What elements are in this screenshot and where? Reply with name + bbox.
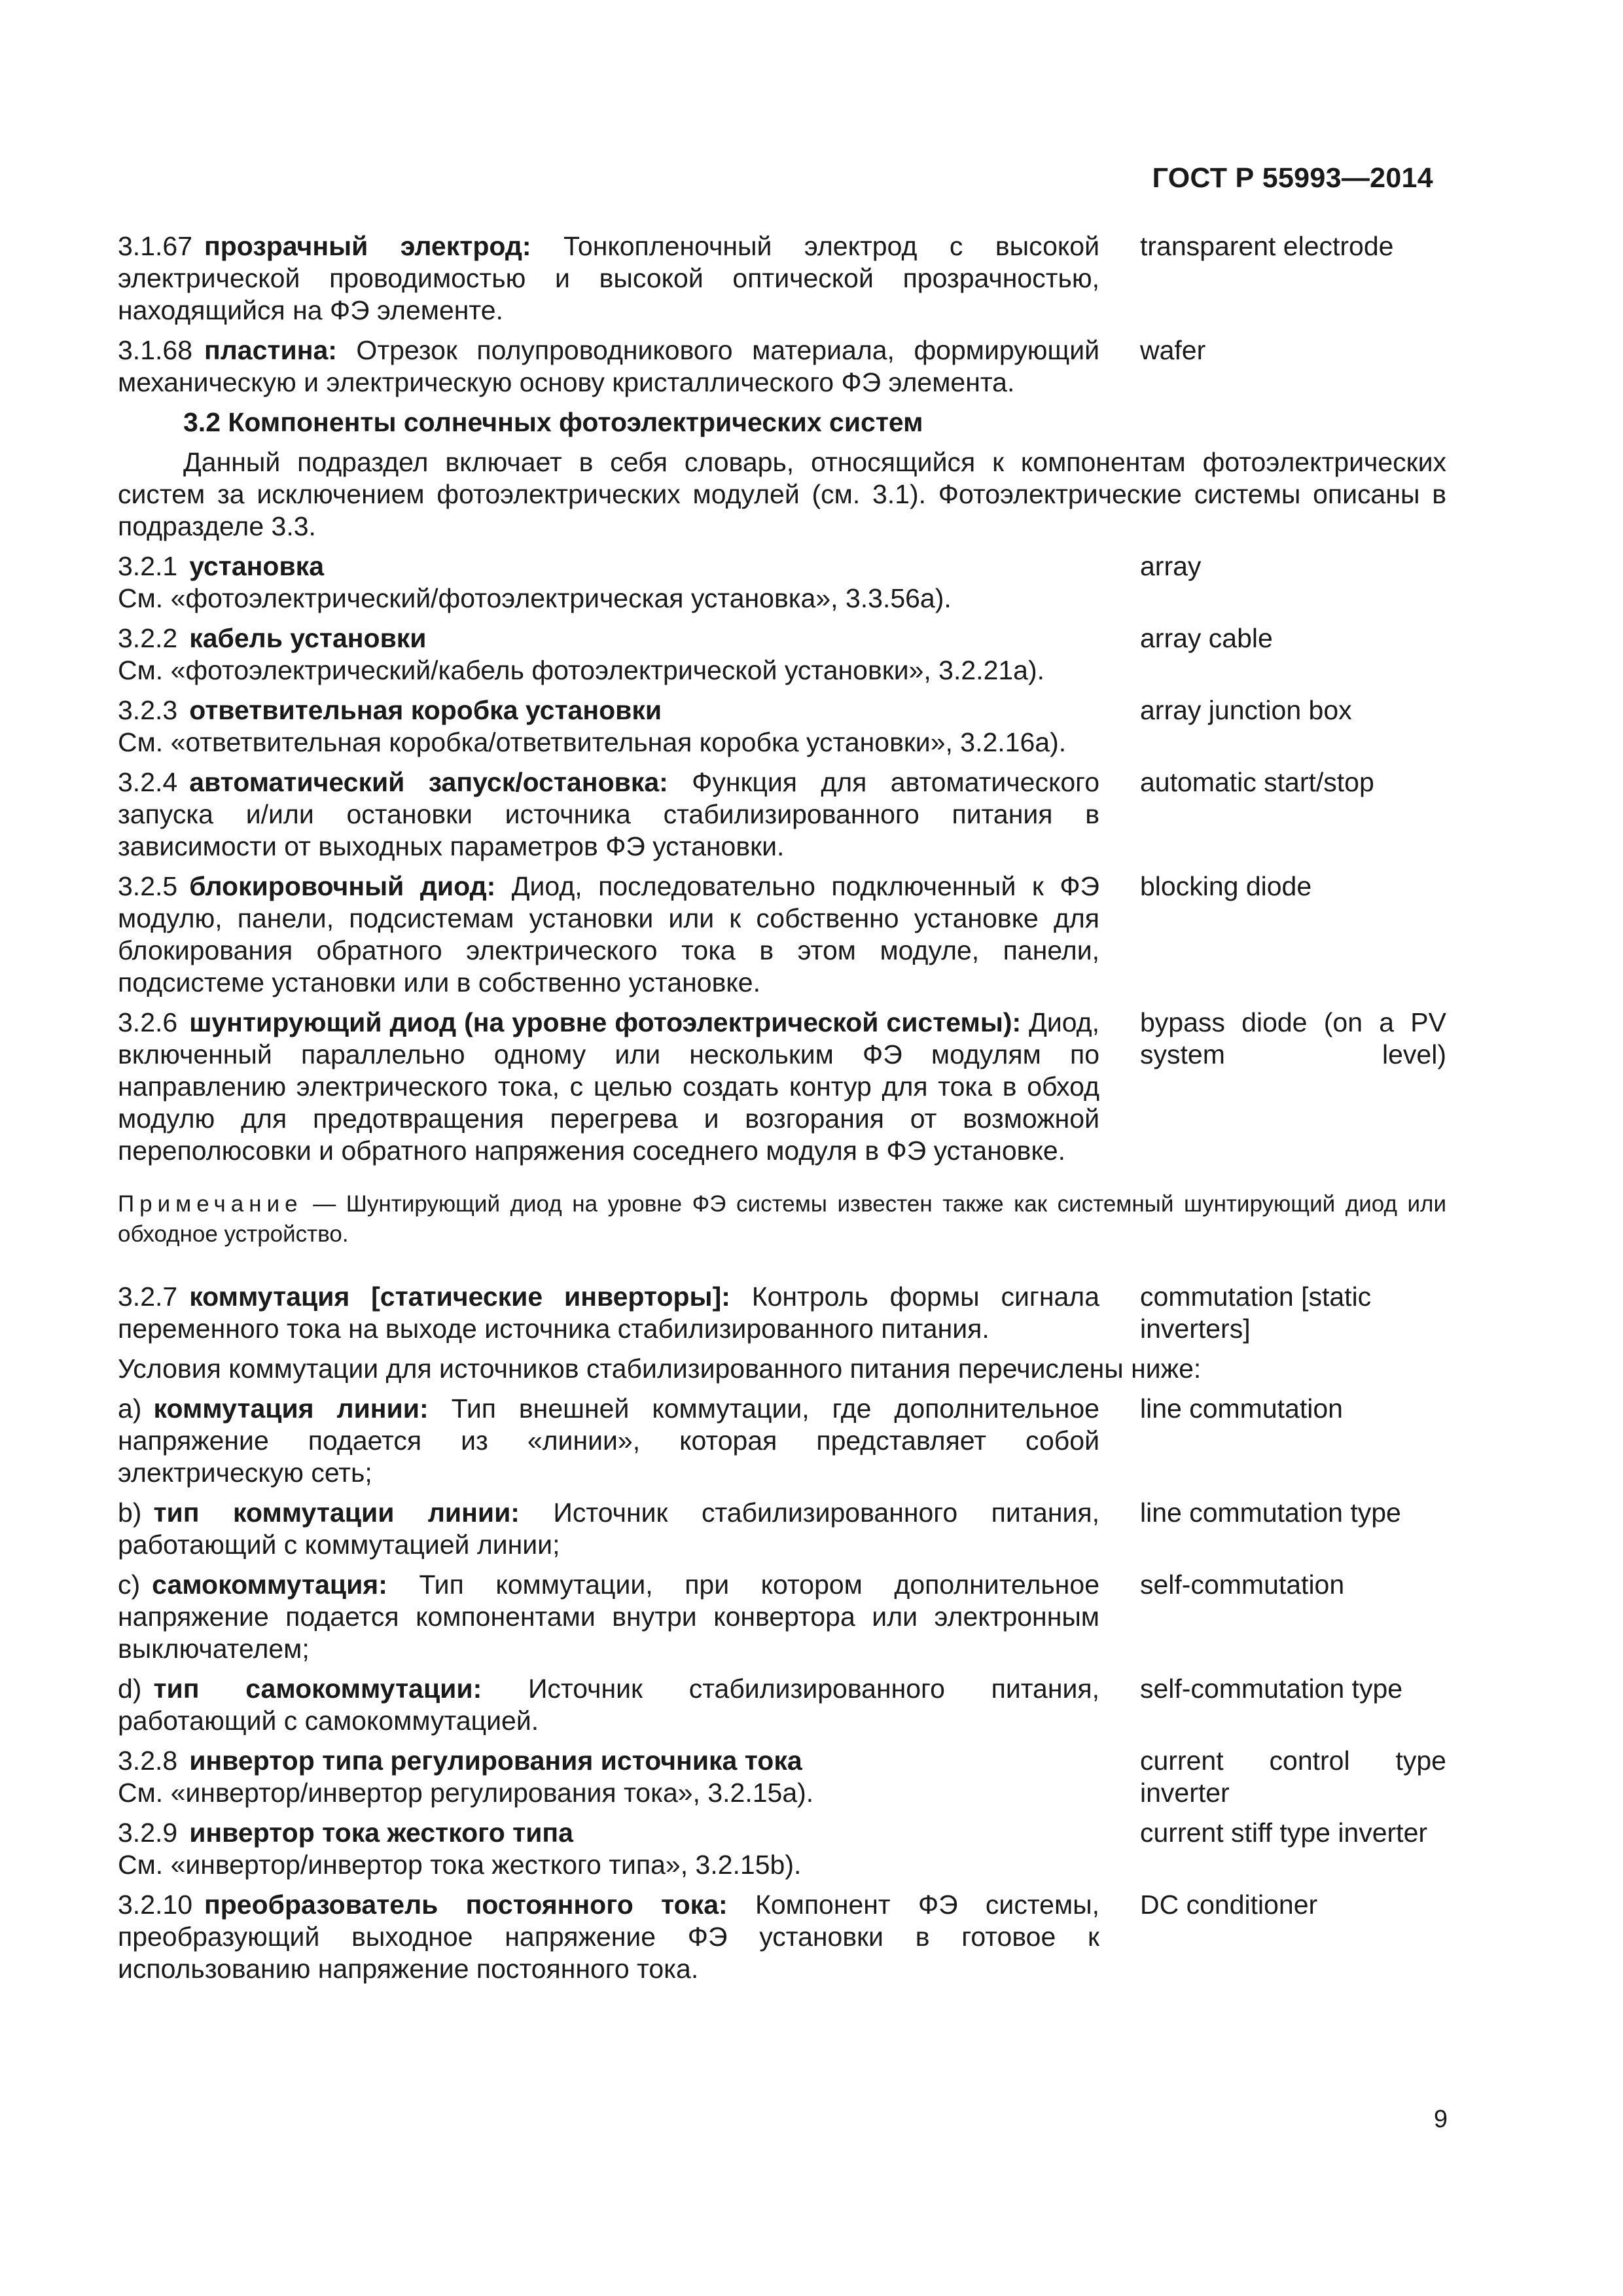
term-english: self-commutation type [1140, 1674, 1403, 1704]
term-definition [118, 1569, 1099, 1665]
term-text: Диод, последовательно подключенный к ФЭ модулю, панели, подсистемам установки или к собственно установке для блокирования обратного электрического тока в этом модуле, панели, подсистеме установки или в собственно установке. [118, 871, 1099, 997]
term-definition [118, 1817, 1099, 1881]
term-text: Тип внешней коммутации, где дополнительное напряжение подается из «линии», которая представляет собой электрическую сеть; [118, 1393, 1099, 1488]
term-name: пластина: [204, 335, 337, 365]
term-number: 3.1.67 [118, 231, 192, 261]
term-english: DC conditioner [1140, 1890, 1318, 1920]
term-number: 3.2.9 [118, 1818, 178, 1848]
term-english: commutation [static inverters] [1140, 1282, 1372, 1344]
term-number: 3.2.5 [118, 871, 178, 901]
condition-b [118, 1497, 1446, 1561]
term-definition [118, 694, 1099, 759]
term-entry-3-1-67 [118, 230, 1446, 327]
term-definition [118, 1281, 1099, 1345]
term-name: кабель установки [189, 623, 427, 653]
term-number: 3.2.4 [118, 767, 178, 797]
term-entry-3-2-6 [118, 1007, 1446, 1167]
term-definition [118, 550, 1099, 615]
term-entry-3-2-10 [118, 1889, 1446, 1985]
condition-c [118, 1569, 1446, 1665]
term-text: См. «ответвительная коробка/ответвительная коробка установки», 3.2.16а). [118, 727, 1067, 757]
term-entry-3-2-1 [118, 550, 1446, 615]
term-entry-3-1-68 [118, 334, 1446, 399]
term-name: инвертор тока жесткого типа [189, 1818, 573, 1848]
term-name: тип коммутации линии: [153, 1498, 520, 1528]
term-text: Тонкопленочный электрод с высокой электрической проводимостью и высокой оптической прозрачностью, находящийся на ФЭ элементе. [118, 231, 1100, 325]
term-number: 3.2.6 [118, 1007, 178, 1037]
term-english: line commutation type [1140, 1498, 1401, 1528]
term-entry-3-2-8 [118, 1745, 1446, 1809]
term-entry-3-2-9 [118, 1817, 1446, 1881]
term-text: Тип коммутации, при котором дополнительное напряжение подается компонентами внутри конвертора или электронным выключателем; [118, 1570, 1099, 1664]
term-entry-3-2-4 [118, 766, 1446, 863]
term-english: automatic start/stop [1140, 767, 1374, 797]
term-definition [118, 230, 1099, 327]
term-entry-3-2-5 [118, 870, 1446, 999]
note [118, 1189, 1446, 1249]
condition-a [118, 1393, 1446, 1489]
term-definition [118, 622, 1099, 687]
term-text: Отрезок полупроводникового материала, формирующий механическую и электрическую основу кристаллического ФЭ элемента. [118, 335, 1099, 397]
term-entry-3-2-7 [118, 1281, 1446, 1345]
term-english: array junction box [1140, 695, 1352, 725]
term-number: 3.2.10 [118, 1890, 192, 1920]
term-english: wafer [1140, 335, 1206, 365]
term-english: self-commutation [1140, 1570, 1345, 1600]
term-english: current stiff type inverter [1140, 1818, 1428, 1848]
term-text: Источник стабилизированного питания, работающий с коммутацией линии; [118, 1498, 1099, 1560]
term-definition [118, 1889, 1099, 1985]
term-definition [118, 766, 1099, 863]
note-label: Примечание [118, 1191, 303, 1217]
conditions-intro: Условия коммутации для источников стабилизированного питания перечислены ниже: [118, 1354, 1202, 1384]
term-english: transparent electrode [1140, 231, 1394, 261]
standard-code: ГОСТ Р 55993—2014 [1152, 162, 1433, 194]
term-english: line commutation [1140, 1393, 1343, 1424]
term-name: блокировочный диод: [189, 871, 496, 901]
term-text: Контроль формы сигнала переменного тока на выходе источника стабилизированного питания. [118, 1282, 1099, 1344]
term-text: Компонент ФЭ системы, преобразующий выходное напряжение ФЭ установки в готовое к использованию напряжение постоянного тока. [118, 1890, 1099, 1984]
section-heading: 3.2 Компоненты солнечных фотоэлектрических систем [183, 407, 923, 437]
term-definition [118, 1497, 1099, 1561]
term-number: c) [118, 1570, 141, 1600]
term-entry-3-2-2 [118, 622, 1446, 687]
term-name: преобразователь постоянного тока: [204, 1890, 728, 1920]
term-entry-3-2-3 [118, 694, 1446, 759]
term-english: current control type inverter [1140, 1746, 1446, 1808]
term-number: 3.2.7 [118, 1282, 178, 1312]
term-name: автоматический запуск/остановка: [189, 767, 668, 797]
term-name: прозрачный электрод: [204, 231, 531, 261]
term-text: Функция для автоматического запуска и/или остановки источника стабилизированного питания в зависимости от выходных параметров ФЭ установки. [118, 767, 1099, 861]
term-number: 3.2.3 [118, 695, 178, 725]
term-name: инвертор типа регулирования источника тока [189, 1746, 802, 1776]
section-intro: Данный подраздел включает в себя словарь, относящийся к компонентам фотоэлектрических систем за исключением фотоэлектрических модулей (см. 3.1). Фотоэлектрические системы описаны в подразделе 3.3. [118, 447, 1446, 541]
term-number: d) [118, 1674, 142, 1704]
term-text: См. «инвертор/инвертор регулирования тока», 3.2.15а). [118, 1778, 814, 1808]
term-number: 3.2.2 [118, 623, 178, 653]
term-definition [118, 870, 1099, 999]
term-english: blocking diode [1140, 871, 1312, 901]
term-text: Диод, включенный параллельно одному или нескольким ФЭ модулям по направлению электрического тока, с целью создать контур для тока в обход модулю для предотвращения перегрева и возгорания от возможной переполюсовки и обратного напряжения соседнего модуля в ФЭ установке. [118, 1007, 1100, 1166]
term-name: коммутация [статические инверторы]: [189, 1282, 730, 1312]
term-name: самокоммутация: [152, 1570, 387, 1600]
term-number: 3.1.68 [118, 335, 192, 365]
page-number: 9 [1433, 2106, 1448, 2133]
term-number: а) [118, 1393, 142, 1424]
term-text: См. «инвертор/инвертор тока жесткого типа», 3.2.15b). [118, 1850, 802, 1880]
term-name: установка [189, 551, 325, 581]
term-text: См. «фотоэлектрический/фотоэлектрическая установка», 3.3.56а). [118, 583, 952, 613]
term-name: тип самокоммутации: [153, 1674, 482, 1704]
term-name: шунтирующий диод (на уровне фотоэлектрической системы): [189, 1007, 1022, 1037]
term-text: См. «фотоэлектрический/кабель фотоэлектрической установки», 3.2.21а). [118, 655, 1045, 685]
term-definition [118, 334, 1099, 399]
note-text: — Шунтирующий диод на уровне ФЭ системы известен также как системный шунтирующий диод или обходное устройство. [118, 1191, 1446, 1247]
term-number: 3.2.1 [118, 551, 178, 581]
condition-d [118, 1673, 1446, 1737]
page-content [118, 230, 1446, 1993]
term-number: b) [118, 1498, 142, 1528]
term-english: array [1140, 551, 1202, 581]
term-english: array cable [1140, 623, 1273, 653]
term-definition [118, 1673, 1099, 1737]
term-definition [118, 1393, 1099, 1489]
term-text: Источник стабилизированного питания, работающий с самокоммутацией. [118, 1674, 1099, 1736]
term-name: коммутация линии: [153, 1393, 429, 1424]
term-number: 3.2.8 [118, 1746, 178, 1776]
term-name: ответвительная коробка установки [189, 695, 662, 725]
term-english: bypass diode (on a PV system level) [1140, 1007, 1446, 1069]
term-definition [118, 1007, 1099, 1167]
term-definition [118, 1745, 1099, 1809]
